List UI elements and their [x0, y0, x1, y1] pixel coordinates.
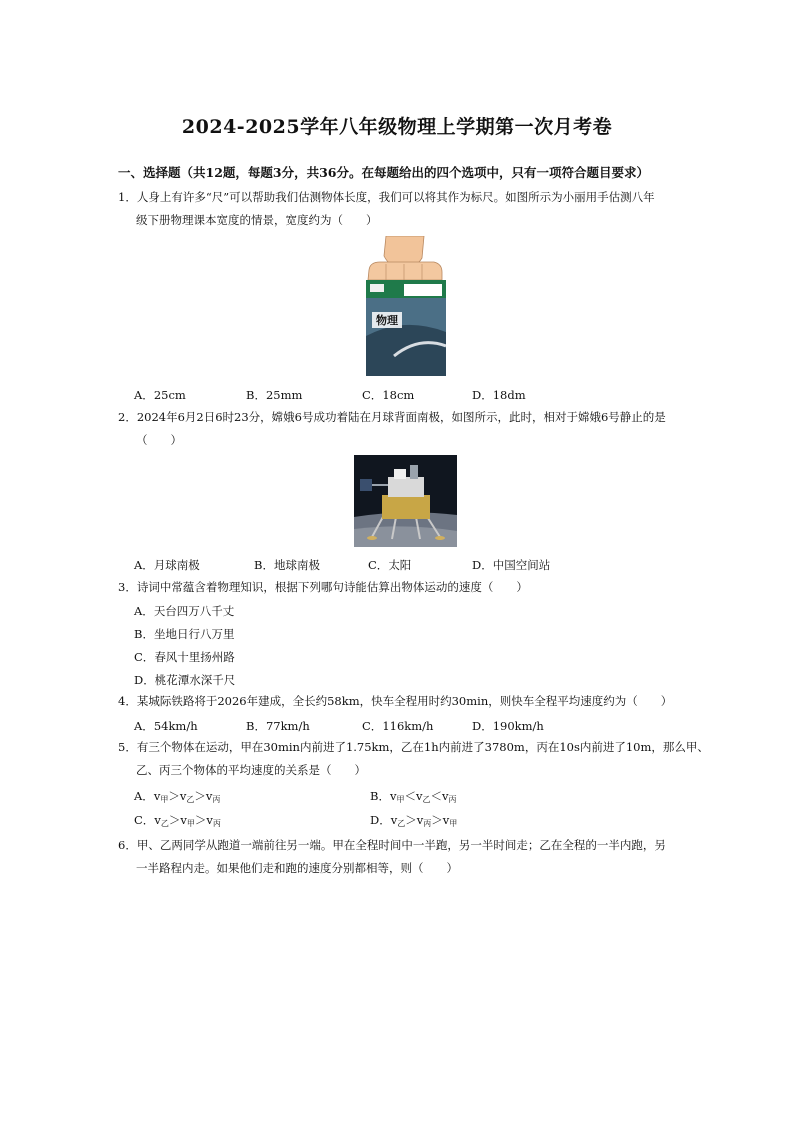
option-label: D． — [472, 719, 493, 733]
option-a — [134, 557, 200, 573]
comparison-operator: ＞ — [405, 813, 417, 827]
option-c — [368, 557, 411, 573]
question-text: 某城际铁路将于2026年建成，全长约58km，快车全程用时约30min，则快车全程平均速度约为（ ） — [136, 694, 673, 708]
velocity-symbol: v — [390, 813, 398, 827]
comparison-operator: ＜ — [430, 789, 442, 803]
question-1 — [118, 186, 655, 208]
velocity-subscript: 丙 — [212, 795, 221, 804]
option-label: A． — [134, 388, 154, 402]
question-number: 6． — [118, 838, 137, 852]
option-label: C． — [362, 719, 383, 733]
question-2-continuation: （ ） — [136, 433, 182, 447]
option-a — [134, 603, 234, 619]
question-text: 有三个物体在运动，甲在30min内前进了1.75km，乙在1h内前进了3780m，丙在10s内前进了10m，那么甲、 — [136, 740, 709, 754]
option-label: C． — [368, 558, 389, 572]
velocity-subscript: 乙 — [422, 795, 431, 804]
option-label: D． — [472, 558, 493, 572]
velocity-symbol: v — [153, 789, 161, 803]
option-label: A． — [134, 604, 154, 618]
option-label: B． — [246, 719, 266, 733]
question-6 — [118, 834, 666, 856]
comparison-operator: ＞ — [168, 813, 181, 827]
velocity-subscript: 乙 — [160, 819, 169, 828]
option-text: 中国空间站 — [492, 558, 551, 572]
velocity-symbol: v — [205, 789, 213, 803]
question-number: 4． — [118, 694, 137, 708]
option-b — [254, 557, 320, 573]
option-text: 太阳 — [388, 558, 412, 572]
option-text: 地球南极 — [273, 558, 320, 572]
velocity-symbol: v — [180, 813, 187, 827]
velocity-subscript: 甲 — [396, 795, 405, 804]
option-text: 25cm — [153, 388, 186, 402]
textbook-hand-figure — [364, 236, 446, 376]
comparison-operator: ＞ — [431, 813, 443, 827]
option-a — [134, 387, 186, 403]
option-c — [362, 387, 414, 403]
question-text: 诗词中常蕴含着物理知识，根据下列哪句诗能估算出物体运动的速度（ ） — [136, 580, 528, 594]
option-text: 18cm — [382, 388, 415, 402]
option-label: C． — [362, 388, 383, 402]
book-title-label: 物理 — [376, 314, 398, 327]
option-label: D． — [472, 388, 493, 402]
option-a — [134, 788, 220, 805]
option-text: 190km/h — [492, 719, 544, 733]
question-5 — [118, 736, 709, 758]
option-text: 18dm — [492, 388, 526, 402]
question-text: 2024年6月2日6时23分，嫦娥6号成功着陆在月球背面南极，如图所示，此时，相对于嫦娥6号静止的是 — [136, 410, 666, 424]
option-d — [472, 557, 550, 573]
question-number: 3． — [118, 580, 137, 594]
question-number: 2． — [118, 410, 137, 424]
velocity-symbol: v — [179, 789, 187, 803]
option-b — [246, 387, 302, 403]
question-text: 甲、乙两同学从跑道一端前往另一端。甲在全程时间中一半跑，另一半时间走；乙在全程的一半内跑，另 — [136, 838, 666, 852]
option-text: 54km/h — [153, 719, 198, 733]
comparison-operator: ＞ — [194, 813, 207, 827]
velocity-symbol: v — [416, 813, 424, 827]
velocity-symbol: v — [206, 813, 213, 827]
question-4 — [118, 690, 672, 712]
lunar-lander-figure — [354, 455, 457, 547]
option-a — [134, 718, 198, 734]
question-text: 人身上有许多“尺”可以帮助我们估测物体长度，我们可以将其作为标尺。如图所示为小丽用手估测八年 — [136, 190, 655, 204]
velocity-symbol: v — [442, 813, 450, 827]
question-1-continuation: 级下册物理课本宽度的情景，宽度约为（ ） — [136, 213, 378, 227]
option-label: A． — [134, 789, 154, 803]
section-heading: 一、选择题（共12题，每题3分，共36分。在每题给出的四个选项中，只有一项符合题目要求） — [118, 165, 649, 180]
comparison-operator: ＞ — [168, 789, 180, 803]
velocity-symbol: v — [415, 789, 423, 803]
option-label: B． — [134, 627, 154, 641]
velocity-subscript: 甲 — [449, 819, 458, 828]
velocity-symbol: v — [154, 813, 161, 827]
option-b — [246, 718, 310, 734]
option-label: B． — [370, 789, 390, 803]
option-label: B． — [254, 558, 274, 572]
option-text: 春风十里扬州路 — [154, 650, 235, 664]
question-3 — [118, 576, 528, 598]
question-number: 1． — [118, 190, 137, 204]
option-text: 77km/h — [265, 719, 310, 733]
option-c — [362, 718, 433, 734]
option-label: D． — [134, 673, 155, 687]
velocity-subscript: 甲 — [160, 795, 169, 804]
exam-title: 2024-2025学年八年级物理上学期第一次月考卷 — [181, 116, 613, 138]
velocity-subscript: 乙 — [397, 819, 406, 828]
option-label: B． — [246, 388, 266, 402]
option-text: 116km/h — [382, 719, 434, 733]
option-b — [370, 788, 456, 805]
comparison-operator: ＜ — [404, 789, 416, 803]
velocity-symbol: v — [389, 789, 397, 803]
option-d — [370, 812, 457, 829]
option-c — [134, 649, 235, 665]
velocity-subscript: 甲 — [186, 819, 195, 828]
question-number: 5． — [118, 740, 137, 754]
question-2 — [118, 406, 666, 428]
option-text: 月球南极 — [153, 558, 200, 572]
option-b — [134, 626, 234, 642]
option-label: D． — [370, 813, 391, 827]
velocity-subscript: 丙 — [423, 819, 432, 828]
option-label: A． — [134, 558, 154, 572]
option-text: 25mm — [265, 388, 303, 402]
option-label: C． — [134, 813, 155, 827]
option-d — [472, 718, 544, 734]
velocity-symbol: v — [441, 789, 449, 803]
option-text: 坐地日行八万里 — [153, 627, 235, 641]
option-label: A． — [134, 719, 154, 733]
option-d — [472, 387, 526, 403]
velocity-subscript: 丙 — [448, 795, 457, 804]
option-text: 天台四万八千丈 — [153, 604, 235, 618]
question-5-continuation: 乙、丙三个物体的平均速度的关系是（ ） — [136, 763, 366, 777]
option-text: 桃花潭水深千尺 — [154, 673, 236, 687]
option-d — [134, 672, 235, 688]
velocity-subscript: 乙 — [186, 795, 195, 804]
question-6-continuation: 一半路程内走。如果他们走和跑的速度分别都相等，则（ ） — [136, 861, 458, 875]
comparison-operator: ＞ — [194, 789, 206, 803]
option-c — [134, 812, 221, 829]
option-label: C． — [134, 650, 155, 664]
velocity-subscript: 丙 — [212, 819, 221, 828]
